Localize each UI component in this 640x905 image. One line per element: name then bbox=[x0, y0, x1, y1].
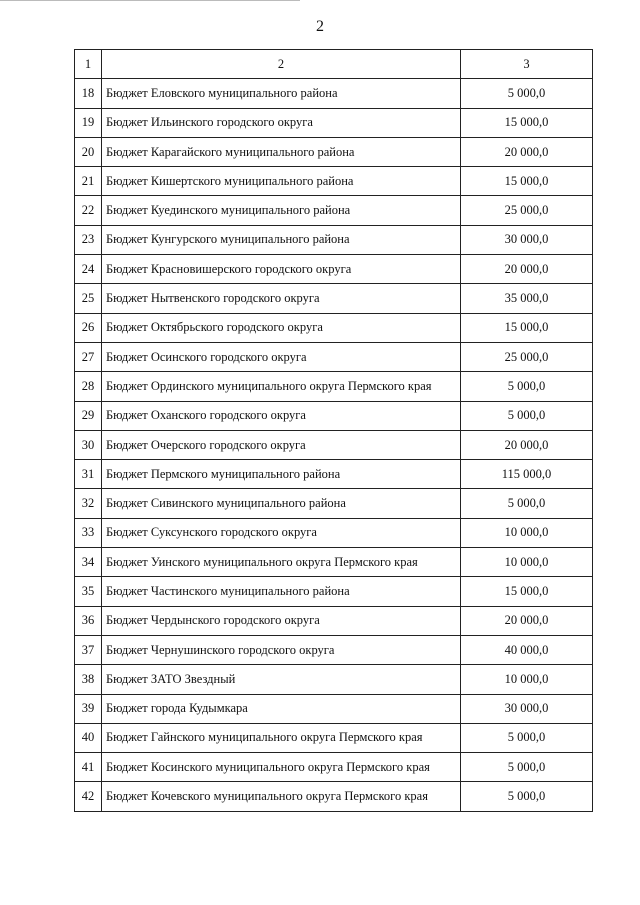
table-row bbox=[75, 723, 593, 752]
amount-cell: 15 000,0 bbox=[461, 108, 593, 137]
amount-cell: 20 000,0 bbox=[461, 255, 593, 284]
budget-name-cell: Бюджет Гайнского муниципального округа Пермского края bbox=[102, 723, 461, 752]
table-row bbox=[75, 635, 593, 664]
budget-name-cell: Бюджет Косинского муниципального округа Пермского края bbox=[102, 753, 461, 782]
table-row bbox=[75, 313, 593, 342]
amount-cell: 5 000,0 bbox=[461, 372, 593, 401]
table-row bbox=[75, 782, 593, 811]
row-number-cell: 34 bbox=[75, 548, 102, 577]
row-number-cell: 30 bbox=[75, 430, 102, 459]
row-number-cell: 27 bbox=[75, 342, 102, 371]
budget-name-cell: Бюджет Красновишерского городского округа bbox=[102, 255, 461, 284]
table-body bbox=[75, 79, 593, 811]
row-number-cell: 22 bbox=[75, 196, 102, 225]
budget-name-cell: Бюджет Уинского муниципального округа Пермского края bbox=[102, 548, 461, 577]
budget-name-cell: Бюджет Нытвенского городского округа bbox=[102, 284, 461, 313]
amount-cell: 10 000,0 bbox=[461, 548, 593, 577]
row-number-cell: 26 bbox=[75, 313, 102, 342]
amount-cell: 5 000,0 bbox=[461, 753, 593, 782]
row-number-cell: 31 bbox=[75, 460, 102, 489]
budget-name-cell: Бюджет Чернушинского городского округа bbox=[102, 635, 461, 664]
amount-cell: 5 000,0 bbox=[461, 782, 593, 811]
row-number-cell: 20 bbox=[75, 137, 102, 166]
row-number-cell: 19 bbox=[75, 108, 102, 137]
row-number-cell: 36 bbox=[75, 606, 102, 635]
row-number-cell: 37 bbox=[75, 635, 102, 664]
table-row bbox=[75, 342, 593, 371]
table-row bbox=[75, 430, 593, 459]
row-number-cell: 18 bbox=[75, 79, 102, 108]
amount-cell: 10 000,0 bbox=[461, 518, 593, 547]
table-row bbox=[75, 167, 593, 196]
row-number-cell: 40 bbox=[75, 723, 102, 752]
table-row bbox=[75, 108, 593, 137]
amount-cell: 40 000,0 bbox=[461, 635, 593, 664]
table-row bbox=[75, 196, 593, 225]
amount-cell: 20 000,0 bbox=[461, 430, 593, 459]
amount-cell: 5 000,0 bbox=[461, 79, 593, 108]
budget-name-cell: Бюджет Ильинского городского округа bbox=[102, 108, 461, 137]
row-number-cell: 41 bbox=[75, 753, 102, 782]
amount-cell: 5 000,0 bbox=[461, 489, 593, 518]
budget-name-cell: Бюджет Чердынского городского округа bbox=[102, 606, 461, 635]
row-number-cell: 24 bbox=[75, 255, 102, 284]
table-row bbox=[75, 284, 593, 313]
row-number-cell: 38 bbox=[75, 665, 102, 694]
budget-name-cell: Бюджет Пермского муниципального района bbox=[102, 460, 461, 489]
table-row bbox=[75, 753, 593, 782]
row-number-cell: 29 bbox=[75, 401, 102, 430]
amount-cell: 25 000,0 bbox=[461, 342, 593, 371]
budget-name-cell: Бюджет ЗАТО Звездный bbox=[102, 665, 461, 694]
amount-cell: 5 000,0 bbox=[461, 723, 593, 752]
amount-cell: 15 000,0 bbox=[461, 167, 593, 196]
amount-cell: 30 000,0 bbox=[461, 225, 593, 254]
table-row bbox=[75, 518, 593, 547]
amount-cell: 10 000,0 bbox=[461, 665, 593, 694]
row-number-cell: 35 bbox=[75, 577, 102, 606]
budget-name-cell: Бюджет Суксунского городского округа bbox=[102, 518, 461, 547]
table-row bbox=[75, 460, 593, 489]
budget-name-cell: Бюджет Оханского городского округа bbox=[102, 401, 461, 430]
row-number-cell: 39 bbox=[75, 694, 102, 723]
budget-name-cell: Бюджет Кочевского муниципального округа Пермского края bbox=[102, 782, 461, 811]
amount-cell: 25 000,0 bbox=[461, 196, 593, 225]
table-row bbox=[75, 79, 593, 108]
row-number-cell: 21 bbox=[75, 167, 102, 196]
row-number-cell: 33 bbox=[75, 518, 102, 547]
amount-cell: 30 000,0 bbox=[461, 694, 593, 723]
row-number-cell: 42 bbox=[75, 782, 102, 811]
table-row bbox=[75, 694, 593, 723]
budget-name-cell: Бюджет Кишертского муниципального района bbox=[102, 167, 461, 196]
table-row bbox=[75, 577, 593, 606]
row-number-cell: 28 bbox=[75, 372, 102, 401]
table-row bbox=[75, 489, 593, 518]
table-row bbox=[75, 665, 593, 694]
budget-name-cell: Бюджет Частинского муниципального района bbox=[102, 577, 461, 606]
budget-name-cell: Бюджет Кунгурского муниципального района bbox=[102, 225, 461, 254]
table-row bbox=[75, 401, 593, 430]
amount-cell: 5 000,0 bbox=[461, 401, 593, 430]
table-row bbox=[75, 255, 593, 284]
table-header-row bbox=[75, 50, 593, 79]
budget-name-cell: Бюджет Очерского городского округа bbox=[102, 430, 461, 459]
row-number-cell: 23 bbox=[75, 225, 102, 254]
row-number-cell: 32 bbox=[75, 489, 102, 518]
row-number-cell: 25 bbox=[75, 284, 102, 313]
budget-name-cell: Бюджет Октябрьского городского округа bbox=[102, 313, 461, 342]
column-header-number: 1 bbox=[75, 50, 102, 79]
page-number: 2 bbox=[316, 18, 324, 35]
column-header-amount: 3 bbox=[461, 50, 593, 79]
amount-cell: 115 000,0 bbox=[461, 460, 593, 489]
budget-name-cell: Бюджет города Кудымкара bbox=[102, 694, 461, 723]
amount-cell: 20 000,0 bbox=[461, 606, 593, 635]
table-row bbox=[75, 225, 593, 254]
budget-name-cell: Бюджет Осинского городского округа bbox=[102, 342, 461, 371]
table-row bbox=[75, 137, 593, 166]
budget-name-cell: Бюджет Сивинского муниципального района bbox=[102, 489, 461, 518]
budget-name-cell: Бюджет Карагайского муниципального района bbox=[102, 137, 461, 166]
amount-cell: 35 000,0 bbox=[461, 284, 593, 313]
budget-name-cell: Бюджет Еловского муниципального района bbox=[102, 79, 461, 108]
budget-allocation-table bbox=[74, 49, 593, 812]
amount-cell: 15 000,0 bbox=[461, 313, 593, 342]
budget-name-cell: Бюджет Ординского муниципального округа Пермского края bbox=[102, 372, 461, 401]
budget-name-cell: Бюджет Куединского муниципального района bbox=[102, 196, 461, 225]
table-row bbox=[75, 372, 593, 401]
table-row bbox=[75, 548, 593, 577]
amount-cell: 20 000,0 bbox=[461, 137, 593, 166]
scan-edge-line bbox=[0, 0, 300, 1]
table-row bbox=[75, 606, 593, 635]
column-header-name: 2 bbox=[102, 50, 461, 79]
amount-cell: 15 000,0 bbox=[461, 577, 593, 606]
